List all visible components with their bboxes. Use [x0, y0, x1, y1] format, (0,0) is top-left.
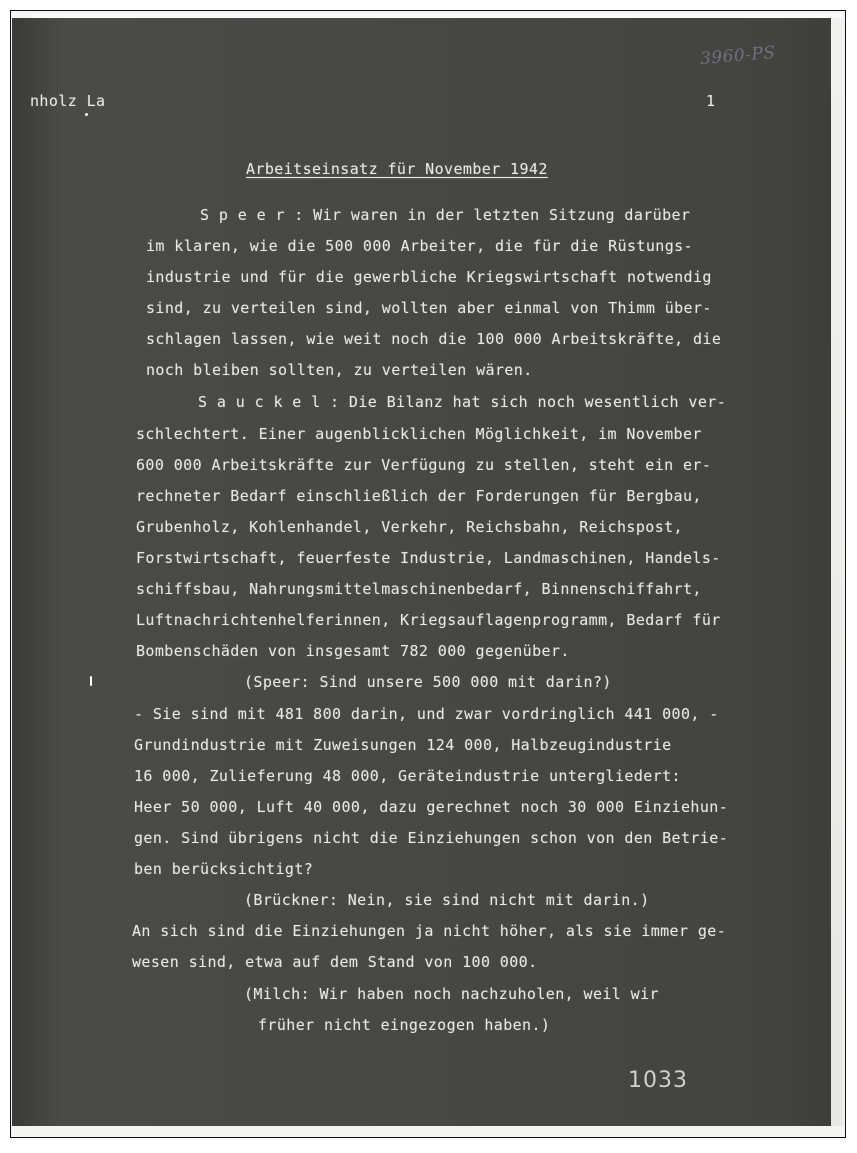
text-line: früher nicht eingezogen haben.) — [258, 1016, 551, 1034]
text-line: gen. Sind übrigens nicht die Einziehungen schon von den Betrie- — [134, 829, 729, 847]
text-line: Grundindustrie mit Zuweisungen 124 000, Halbzeugindustrie — [134, 736, 672, 754]
text-line: S a u c k e l : Die Bilanz hat sich noch wesentlich ver- — [198, 393, 727, 411]
text-line: (Brückner: Nein, sie sind nicht mit darin.) — [244, 891, 650, 909]
text-line: (Milch: Wir haben noch nachzuholen, weil wir — [244, 985, 659, 1003]
text-line: ben berücksichtigt? — [134, 860, 314, 878]
text-line: - Sie sind mit 481 800 darin, und zwar vordringlich 441 000, - — [134, 705, 719, 723]
text-line: schiffsbau, Nahrungsmittelmaschinenbedarf, Binnenschiffahrt, — [136, 580, 702, 598]
text-line: Luftnachrichtenhelferinnen, Kriegsauflagenprogramm, Bedarf für — [136, 611, 721, 629]
text-line: 16 000, Zulieferung 48 000, Geräteindustrie untergliedert: — [134, 767, 681, 785]
paper-speck — [85, 113, 88, 116]
page-number: 1 — [706, 92, 716, 110]
text-line: wesen sind, etwa auf dem Stand von 100 000. — [132, 953, 538, 971]
text-line: Forstwirtschaft, feuerfeste Industrie, Landmaschinen, Handels- — [136, 549, 721, 567]
document-title: Arbeitseinsatz für November 1942 — [246, 160, 548, 178]
text-line: 600 000 Arbeitskräfte zur Verfügung zu stellen, steht ein er- — [136, 456, 712, 474]
text-line: schlagen lassen, wie weit noch die 100 000 Arbeitskräfte, die — [146, 330, 722, 348]
paper-speck — [90, 676, 92, 686]
header-left: nholz La — [30, 92, 106, 110]
text-line: (Speer: Sind unsere 500 000 mit darin?) — [244, 673, 612, 691]
text-line: im klaren, wie die 500 000 Arbeiter, die für die Rüstungs- — [146, 237, 693, 255]
handwritten-reference: 3960-PS — [699, 42, 777, 70]
text-line: sind, zu verteilen sind, wollten aber einmal von Thimm über- — [146, 299, 712, 317]
text-line: noch bleiben sollten, zu verteilen wären. — [146, 361, 533, 379]
page-right-edge — [831, 18, 843, 1126]
text-line: An sich sind die Einziehungen ja nicht höher, als sie immer ge- — [132, 922, 727, 940]
text-line: schlechtert. Einer augenblicklichen Möglichkeit, im November — [136, 425, 702, 443]
text-line: rechneter Bedarf einschließlich der Forderungen für Bergbau, — [136, 487, 702, 505]
text-line: Heer 50 000, Luft 40 000, dazu gerechnet noch 30 000 Einziehun- — [134, 798, 729, 816]
text-line: S p e e r : Wir waren in der letzten Sitzung darüber — [200, 206, 691, 224]
text-line: Bombenschäden von insgesamt 782 000 gegenüber. — [136, 642, 570, 660]
text-line: industrie und für die gewerbliche Kriegswirtschaft notwendig — [146, 268, 712, 286]
page-stamp-number: 1033 — [628, 1068, 688, 1093]
text-line: Grubenholz, Kohlenhandel, Verkehr, Reichsbahn, Reichspost, — [136, 518, 683, 536]
